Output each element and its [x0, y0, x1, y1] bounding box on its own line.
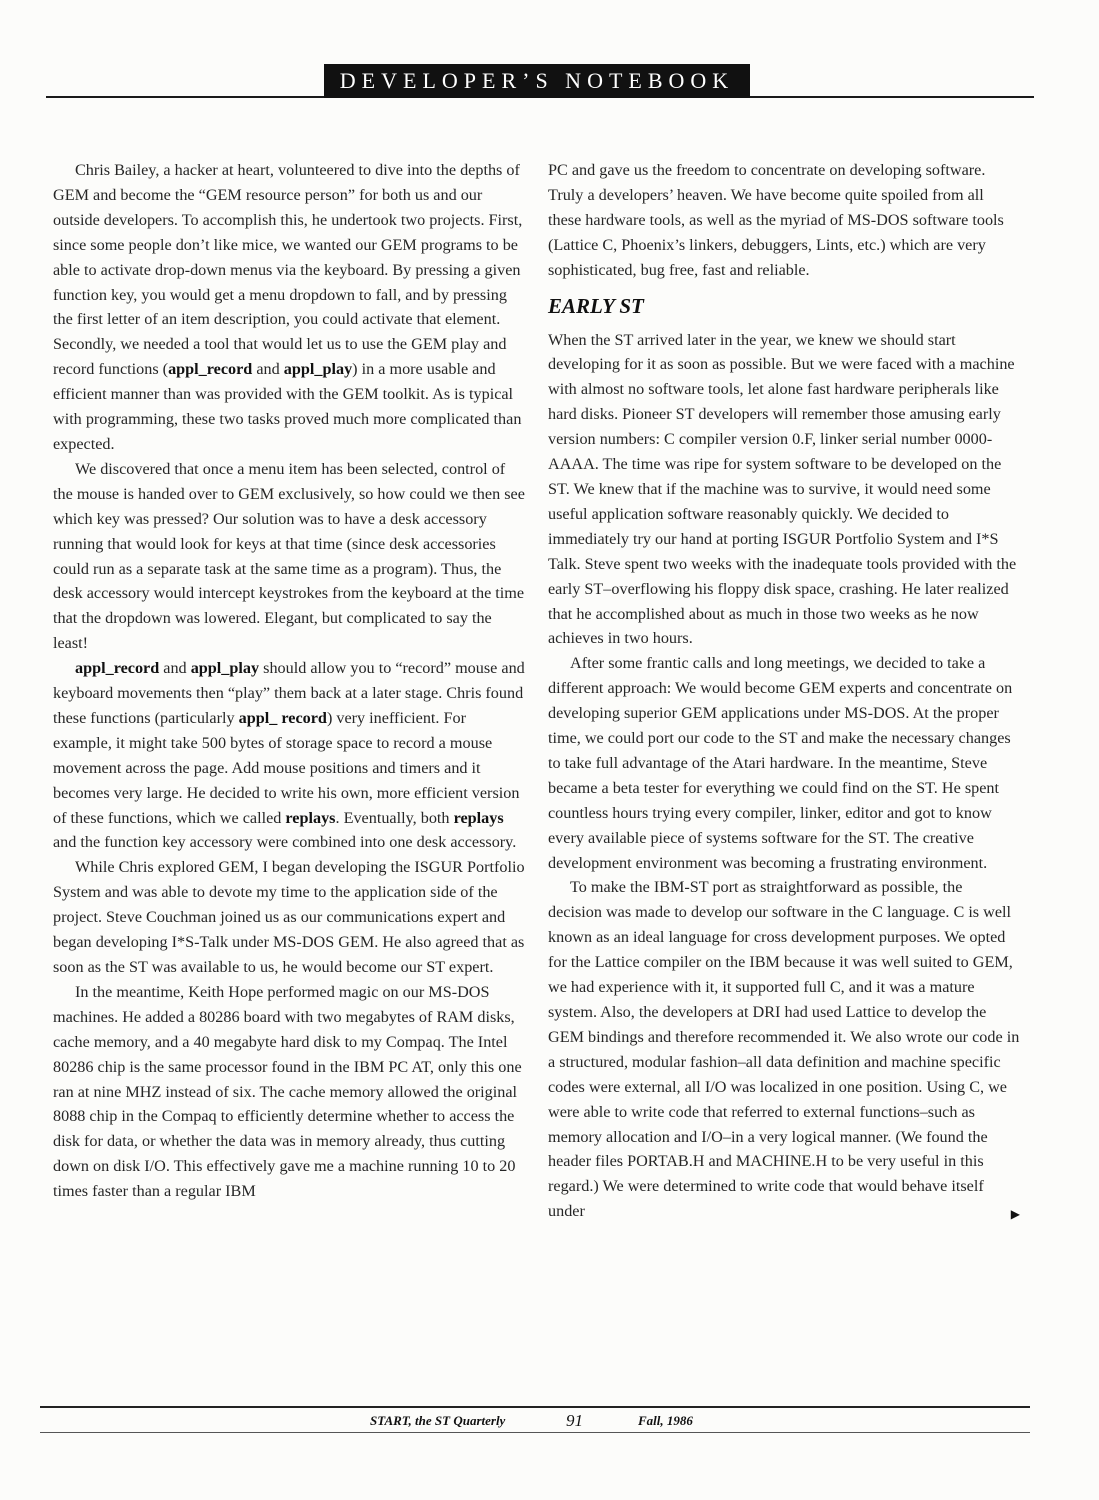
- paragraph: When the ST arrived later in the year, we knew we should start developing for it as soon as possible. But we were faced with a machine with almost no software tools, let alone fast hardware peripherals like hard disks. Pioneer ST developers will remember those amusing early version numbers: C compiler version 0.F, linker serial number 0000-AAAA. The time was ripe for system software to be developed on the ST. We knew that if the machine was to survive, it would need some useful application software reasonably quickly. We decided to immediately try our hand at porting ISGUR Portfolio System and I*S Talk. Steve spent two weeks with the inadequate tools provided with the early ST–overflowing his floppy disk space, crashing. He later realized that he accomplished about as much in those two weeks as he now achieves in two hours.: [548, 330, 1017, 648]
- paragraph: After some frantic calls and long meetings, we decided to take a different approach: We would become GEM experts and concentrate on developing superior GEM applications under MS-DOS. At the proper time, we could port our code to the ST and make the necessary changes to take full advantage of the Atari hardware. In the meantime, Steve became a beta tester for everything we could find on the ST. He spent countless hours trying every compiler, linker, editor and got to know every available piece of systems software for the ST. The creative development environment was becoming a frustrating environment.: [548, 654, 1013, 872]
- continue-arrow-icon: ▶: [1010, 1207, 1020, 1222]
- issue-date: Fall, 1986: [638, 1413, 693, 1428]
- publication-name: START, the ST Quarterly: [370, 1413, 506, 1428]
- paragraph: While Chris explored GEM, I began developing the ISGUR Portfolio System and was able to devote my time to the application side of the project. Steve Couchman joined us as our communications expert and began developing I*S-Talk under MS-DOS GEM. He also agreed that as soon as the ST was available to us, he would become our ST expert.: [53, 858, 525, 976]
- code-term: appl_record: [168, 360, 253, 379]
- code-term: appl_ record: [238, 708, 327, 727]
- paragraph: PC and gave us the freedom to concentrate on developing software. Truly a developers’ heaven. We have become quite spoiled from all these hardware tools, as well as the myriad of MS-DOS software tools (Lattice C, Phoenix’s linkers, debuggers, Lints, etc.) which are very sophisticated, bug free, fast and reliable.: [548, 161, 1004, 279]
- footer-rule-thin: [40, 1432, 1030, 1433]
- paragraph: To make the IBM-ST port as straightforward as possible, the decision was made to develop our software in the C language. C is well known as an ideal language for cross development purposes. We opted for the Lattice compiler on the IBM because it was well suited to GEM, we had experience with it, it supported full C, and it was a mature system. Also, the developers at DRI had used Lattice to develop the GEM bindings and therefore recommended it. We also wrote our code in a structured, modular fashion–all data definition and machine specific codes were external, all I/O was localized in one position. Using C, we were able to write code that referred to external functions–such as memory allocation and I/O–in a very logical manner. (We found the header files PORTAB.H and MACHINE.H to be very useful in this regard.) We were determined to write code that would behave itself under ▶: [548, 875, 1020, 1224]
- paragraph: We discovered that once a menu item has been selected, control of the mouse is handed over to GEM exclusively, so how could we then see which key was pressed? Our solution was to have a desk accessory running that would look for keys at that time (since desk accessories could run as a separate task at the same time as a program). Thus, the desk accessory would intercept keystrokes from the keyboard at the time that the dropdown was lowered. Elegant, but complicated to say the least!: [53, 459, 525, 653]
- code-term: replays: [453, 808, 504, 827]
- code-term: appl_record: [75, 659, 160, 678]
- code-term: appl_play: [190, 659, 260, 678]
- paragraph: Chris Bailey, a hacker at heart, volunteered to dive into the depths of GEM and become the “GEM resource person” for both us and our outside developers. To accomplish this, he undertook two projects. First, since some people don’t like mice, we wanted our GEM programs to be able to activate drop-down menus via the keyboard. By pressing a given function key, you would get a menu dropdown to fall, and by pressing the first letter of an item description, you could activate that element. Secondly, we needed a tool that would let us to use the GEM play and record functions (appl_record and appl_play) in a more usable and efficient manner than was provided with the GEM toolkit. As is typical with programming, these two tasks proved much more complicated than expected.: [53, 161, 523, 453]
- right-column: [548, 158, 1020, 1227]
- code-term: replays: [285, 808, 336, 827]
- left-column: [53, 158, 525, 1204]
- paragraph: appl_record and appl_play should allow you to “record” mouse and keyboard movements then “play” them back at a later stage. Chris found these functions (particularly appl_ record) very inefficient. For example, it might take 500 bytes of storage space to record a mouse movement across the page. Add mouse positions and timers and it becomes very large. He decided to write his own, more efficient version of these functions, which we called replays. Eventually, both replays and the function key accessory were combined into one desk accessory.: [53, 659, 525, 852]
- section-heading: EARLY ST: [548, 293, 644, 318]
- code-term: appl_play: [283, 360, 353, 379]
- paragraph: In the meantime, Keith Hope performed magic on our MS-DOS machines. He added a 80286 board with two megabytes of RAM disks, cache memory, and a 40 megabyte hard disk to my Compaq. The Intel 80286 chip is the same processor found in the IBM PC AT, only this one ran at nine MHZ instead of six. The cache memory allowed the original 8088 chip in the Compaq to efficiently determine whether to access the disk for data, or whether the data was in memory already, thus cutting down on disk I/O. This effectively gave me a machine running 10 to 20 times faster than a regular IBM: [53, 982, 522, 1201]
- page-number: 91: [566, 1411, 583, 1430]
- section-header: DEVELOPER’S NOTEBOOK: [324, 64, 750, 98]
- footer-rule: [40, 1406, 1030, 1408]
